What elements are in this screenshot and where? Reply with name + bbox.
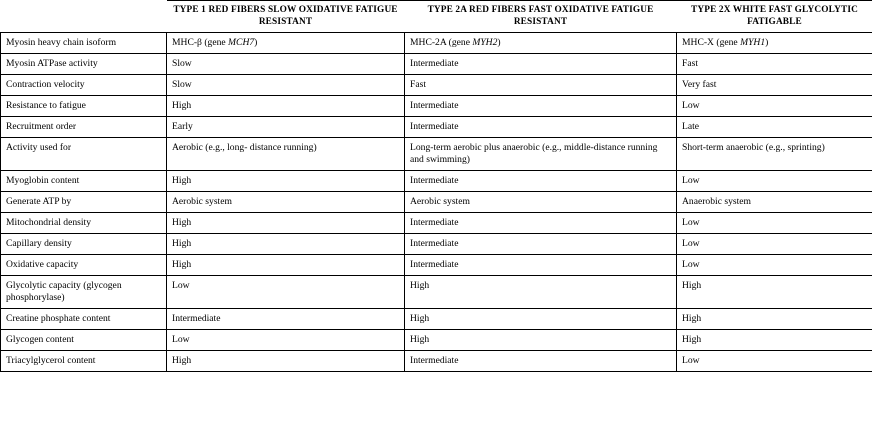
row-label: Recruitment order — [1, 117, 167, 138]
cell-type1: Aerobic (e.g., long- distance running) — [167, 138, 405, 171]
cell-type2a: Intermediate — [405, 255, 677, 276]
cell-type1: MHC-β (gene MCH7) — [167, 33, 405, 54]
table-row — [1, 33, 872, 54]
table-row — [1, 75, 872, 96]
row-label: Myosin heavy chain isoform — [1, 33, 167, 54]
cell-type2x: Short-term anaerobic (e.g., sprinting) — [677, 138, 872, 171]
cell-type1: High — [167, 255, 405, 276]
cell-type2x: Low — [677, 96, 872, 117]
cell-type1: Slow — [167, 75, 405, 96]
row-label: Capillary density — [1, 234, 167, 255]
table-row — [1, 329, 872, 350]
cell-type2x: Fast — [677, 54, 872, 75]
cell-type2x: Low — [677, 213, 872, 234]
cell-type2a: Aerobic system — [405, 192, 677, 213]
cell-type2x: MHC-X (gene MYH1) — [677, 33, 872, 54]
cell-type1: Slow — [167, 54, 405, 75]
cell-type2a: Intermediate — [405, 213, 677, 234]
row-label: Resistance to fatigue — [1, 96, 167, 117]
cell-type2x: High — [677, 276, 872, 309]
cell-type2a: Long-term aerobic plus anaerobic (e.g., middle-distance running and swimming) — [405, 138, 677, 171]
cell-type2x: Anaerobic system — [677, 192, 872, 213]
cell-type2x: Low — [677, 234, 872, 255]
table-row — [1, 255, 872, 276]
cell-type1: High — [167, 213, 405, 234]
table-row — [1, 276, 872, 309]
cell-type1: High — [167, 171, 405, 192]
table-body — [1, 33, 872, 372]
row-label: Oxidative capacity — [1, 255, 167, 276]
row-label: Myosin ATPase activity — [1, 54, 167, 75]
row-label: Generate ATP by — [1, 192, 167, 213]
cell-type2a: High — [405, 276, 677, 309]
cell-type2x: Late — [677, 117, 872, 138]
cell-type2x: Low — [677, 350, 872, 371]
table-header-corner — [1, 1, 167, 33]
table-header-type1: TYPE 1 RED FIBERS SLOW OXIDATIVE FATIGUE RESISTANT — [167, 1, 405, 33]
cell-type1: Low — [167, 329, 405, 350]
row-label: Contraction velocity — [1, 75, 167, 96]
cell-type2x: High — [677, 309, 872, 330]
row-label: Mitochondrial density — [1, 213, 167, 234]
table-header-row — [1, 1, 872, 33]
cell-type2x: Low — [677, 171, 872, 192]
table-row — [1, 350, 872, 371]
table-header — [1, 1, 872, 33]
cell-type2a: Intermediate — [405, 234, 677, 255]
cell-type1: Aerobic system — [167, 192, 405, 213]
cell-type2a: MHC-2A (gene MYH2) — [405, 33, 677, 54]
row-label: Glycolytic capacity (glycogen phosphorylase) — [1, 276, 167, 309]
row-label: Triacylglycerol content — [1, 350, 167, 371]
cell-type2a: Intermediate — [405, 96, 677, 117]
table-row — [1, 138, 872, 171]
table-row — [1, 96, 872, 117]
row-label: Activity used for — [1, 138, 167, 171]
cell-type1: High — [167, 350, 405, 371]
cell-type1: High — [167, 234, 405, 255]
cell-type2a: Fast — [405, 75, 677, 96]
cell-type2a: High — [405, 309, 677, 330]
table-row — [1, 234, 872, 255]
table-row — [1, 192, 872, 213]
cell-type2a: Intermediate — [405, 54, 677, 75]
cell-type2a: High — [405, 329, 677, 350]
table-row — [1, 309, 872, 330]
cell-type2x: Low — [677, 255, 872, 276]
table-row — [1, 54, 872, 75]
cell-type2x: High — [677, 329, 872, 350]
cell-type2a: Intermediate — [405, 171, 677, 192]
cell-type1: Low — [167, 276, 405, 309]
row-label: Creatine phosphate content — [1, 309, 167, 330]
cell-type2x: Very fast — [677, 75, 872, 96]
cell-type2a: Intermediate — [405, 350, 677, 371]
cell-type1: Early — [167, 117, 405, 138]
table-row — [1, 171, 872, 192]
table-row — [1, 117, 872, 138]
table-row — [1, 213, 872, 234]
cell-type2a: Intermediate — [405, 117, 677, 138]
row-label: Glycogen content — [1, 329, 167, 350]
cell-type1: High — [167, 96, 405, 117]
table-header-type2a: TYPE 2A RED FIBERS FAST OXIDATIVE FATIGUE RESISTANT — [405, 1, 677, 33]
table-header-type2x: TYPE 2X WHITE FAST GLYCOLYTIC FATIGABLE — [677, 1, 872, 33]
cell-type1: Intermediate — [167, 309, 405, 330]
row-label: Myoglobin content — [1, 171, 167, 192]
